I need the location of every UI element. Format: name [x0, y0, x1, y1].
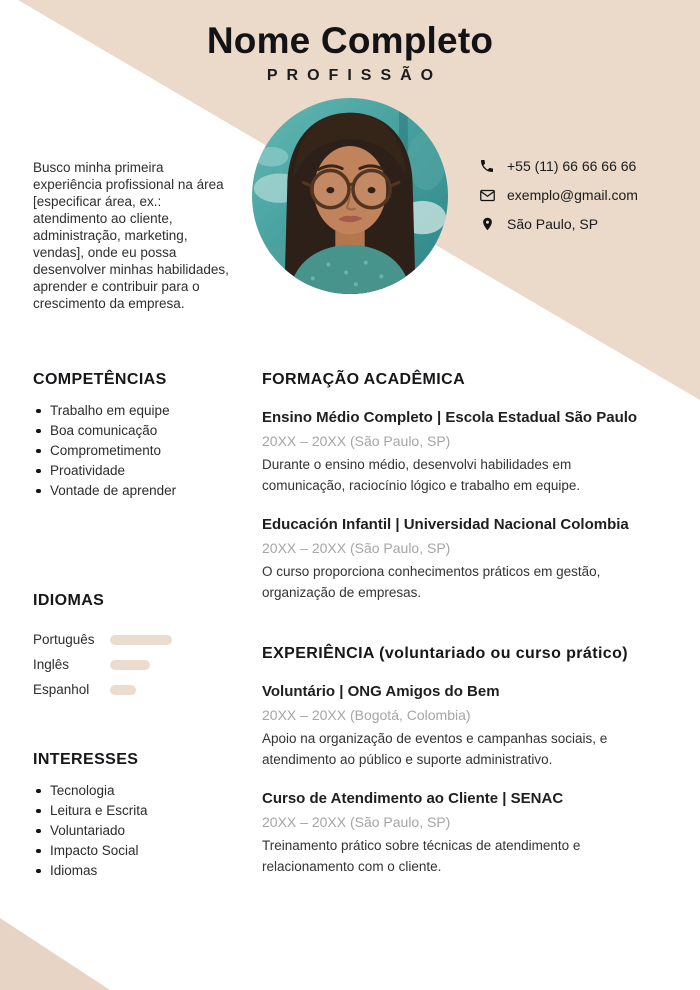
entry-title: Educación Infantil | Universidad Nacional Colombia — [262, 516, 629, 533]
education-entry — [262, 515, 690, 603]
list-item: Proatividade — [33, 464, 245, 478]
entry-period: 20XX – 20XX (São Paulo, SP) — [262, 540, 451, 556]
experience-entry — [262, 789, 690, 877]
section-idiomas — [33, 592, 245, 702]
language-row — [33, 677, 245, 702]
entry-description: O curso proporciona conhecimentos práticos em gestão, organização de empresas. — [262, 564, 601, 600]
list-item: Idiomas — [33, 864, 245, 878]
entry-description: Treinamento prático sobre técnicas de atendimento e relacionamento com o cliente. — [262, 838, 581, 874]
language-level-bar — [110, 660, 150, 670]
list-item: Trabalho em equipe — [33, 404, 245, 418]
location-value: São Paulo, SP — [507, 216, 599, 232]
contact-location — [478, 213, 688, 235]
experiencia-title — [262, 645, 690, 663]
profession-title: PROFISSÃO — [266, 67, 443, 84]
full-name: Nome Completo — [206, 20, 494, 61]
list-item: Impacto Social — [33, 844, 245, 858]
list-item: Voluntariado — [33, 824, 245, 838]
entry-period: 20XX – 20XX (São Paulo, SP) — [262, 814, 451, 830]
language-row — [33, 627, 245, 652]
language-rows — [33, 627, 245, 702]
contact-phone — [478, 155, 688, 177]
language-level-bar — [110, 635, 172, 645]
list-item: Vontade de aprender — [33, 484, 245, 498]
idiomas-title: IDIOMAS — [33, 592, 105, 609]
interesses-title: INTERESSES — [33, 751, 139, 768]
entry-title: Curso de Atendimento ao Cliente | SENAC — [262, 790, 564, 807]
profile-photo — [252, 98, 448, 294]
entry-description: Apoio na organização de eventos e campanhas sociais, e atendimento ao público e suporte administrativo. — [262, 731, 608, 767]
envelope-icon — [478, 187, 496, 204]
language-level-bar — [110, 685, 136, 695]
contact-block — [478, 155, 688, 242]
location-pin-icon — [478, 216, 496, 232]
phone-value: +55 (11) 66 66 66 66 — [507, 158, 637, 174]
entry-description: Durante o ensino médio, desenvolvi habilidades em comunicação, raciocínio lógico e trabalho em equipe. — [262, 457, 581, 493]
section-competencias — [33, 371, 245, 504]
language-row — [33, 652, 245, 677]
phone-icon — [478, 158, 496, 174]
entry-period: 20XX – 20XX (Bogotá, Colombia) — [262, 707, 471, 723]
interesses-list — [33, 784, 245, 878]
competencias-title: COMPETÊNCIAS — [33, 371, 167, 388]
portrait-illustration — [252, 98, 448, 294]
email-value: exemplo@gmail.com — [507, 187, 638, 203]
language-label: Espanhol — [33, 682, 90, 697]
section-interesses — [33, 751, 245, 884]
list-item: Comprometimento — [33, 444, 245, 458]
list-item: Leitura e Escrita — [33, 804, 245, 818]
education-entry — [262, 408, 690, 496]
experience-entry — [262, 682, 690, 770]
contact-email — [478, 184, 688, 206]
language-label: Português — [33, 632, 95, 647]
competencias-list — [33, 404, 245, 498]
section-experiencia — [262, 645, 690, 877]
experiencia-title-suffix: (voluntariado ou curso prático) — [379, 645, 629, 662]
bottom-corner-triangle — [0, 918, 110, 990]
formacao-title: FORMAÇÃO ACADÊMICA — [262, 371, 466, 388]
entry-title: Voluntário | ONG Amigos do Bem — [262, 683, 500, 700]
experiencia-title-main: EXPERIÊNCIA — [262, 645, 375, 662]
section-formacao-academica — [262, 371, 690, 603]
entry-period: 20XX – 20XX (São Paulo, SP) — [262, 433, 451, 449]
entry-title: Ensino Médio Completo | Escola Estadual São Paulo — [262, 409, 638, 426]
list-item: Boa comunicação — [33, 424, 245, 438]
objective-text: Busco minha primeira experiência profissional na área [especificar área, ex.: atendimento ao cliente, administração, marketing, vendas], onde eu possa desenvolver minhas habilidades, aprender e contribuir para o crescimento da empresa. — [33, 160, 229, 311]
language-label: Inglês — [33, 657, 70, 672]
list-item: Tecnologia — [33, 784, 245, 798]
